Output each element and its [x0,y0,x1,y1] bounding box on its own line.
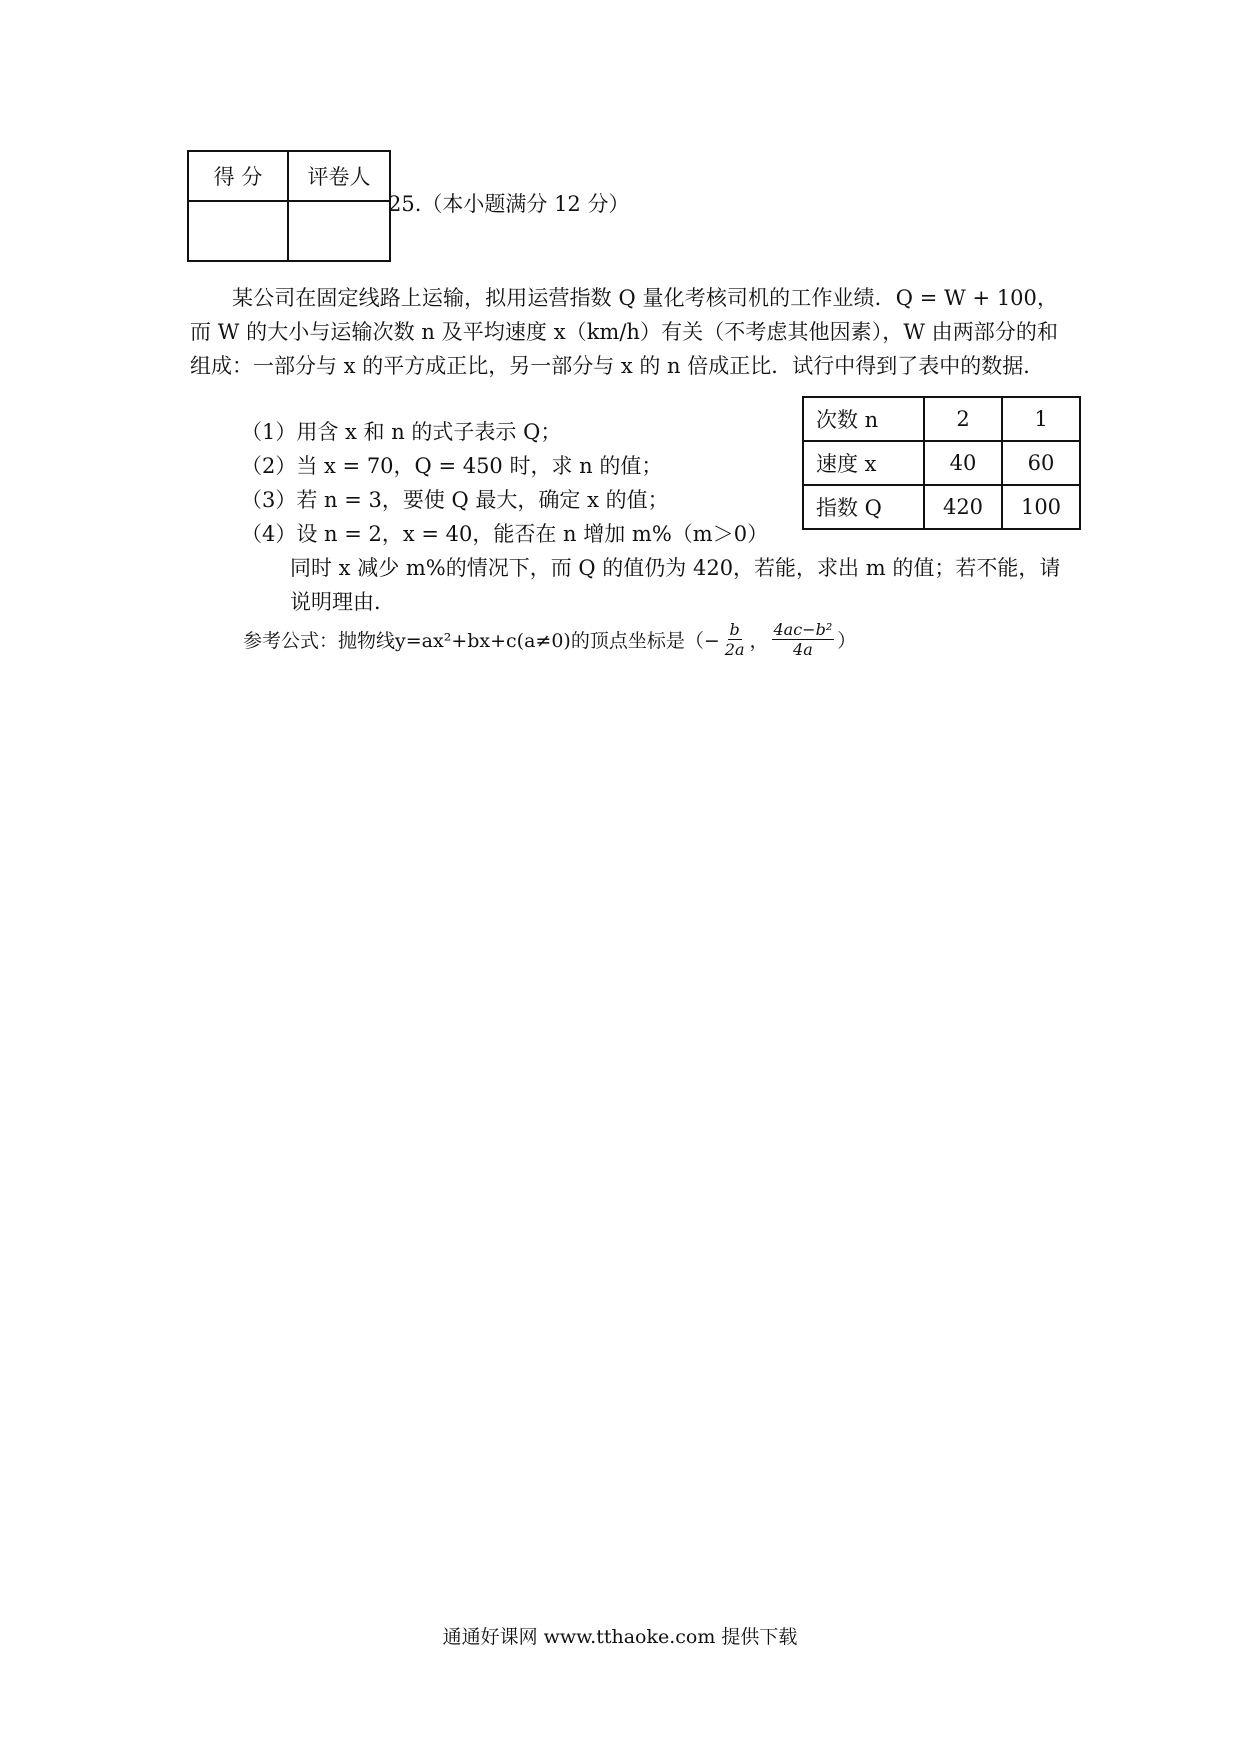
formula-separator: ， [749,630,769,652]
grader-cell [288,201,390,261]
part-4-end: 说明理由． [290,590,395,614]
score-header: 得 分 [188,151,288,201]
part-3: （3）若 n = 3，要使 Q 最大，确定 x 的值； [241,488,669,512]
cell-value: 60 [1002,441,1080,485]
formula-suffix: ） [837,630,857,652]
question-title: 25.（本小题满分 12 分） [388,192,630,216]
table-row [803,397,1080,441]
question-stem: 某公司在固定线路上运输，拟用运营指数 Q 量化考核司机的工作业绩．Q = W + 100，而 W 的大小与运输次数 n 及平均速度 x（km/h）有关（不考虑其他因素），W 由两部分的和组成：一部分与 x 的平方成正比，另一部分与 x 的 n 倍成正比．试行中得到了表中的数据． [190,286,1058,378]
row-label: 指数 Q [803,485,924,529]
cell-value: 2 [924,397,1002,441]
row-label: 次数 n [803,397,924,441]
score-box [187,150,391,262]
fraction-x [723,620,747,659]
row-label: 速度 x [803,441,924,485]
score-cell [188,201,288,261]
part-2: （2）当 x = 70，Q = 450 时，求 n 的值； [241,454,663,478]
cell-value: 100 [1002,485,1080,529]
reference-formula [243,620,856,659]
fraction-denominator: 2a [724,640,745,659]
grader-header: 评卷人 [288,151,390,201]
cell-value: 1 [1002,397,1080,441]
table-row [803,441,1080,485]
footer-credit: 通通好课网 www.tthaoke.com 提供下载 [442,1626,798,1648]
formula-prefix: 参考公式：抛物线y=ax²+bx+c(a≠0)的顶点坐标是（− [243,630,720,652]
fraction-y [772,620,835,659]
part-4: （4）设 n = 2，x = 40，能否在 n 增加 m%（m＞0） [241,522,769,546]
part-1: （1）用含 x 和 n 的式子表示 Q； [241,420,562,444]
data-table [802,396,1081,530]
part-4-cont: 同时 x 减少 m%的情况下，而 Q 的值仍为 420，若能，求出 m 的值；若不能，请 [290,556,1061,580]
cell-value: 420 [924,485,1002,529]
fraction-numerator: 4ac−b² [773,620,833,639]
fraction-denominator: 4a [793,640,813,659]
cell-value: 40 [924,441,1002,485]
table-row [803,485,1080,529]
fraction-numerator: b [729,620,740,639]
